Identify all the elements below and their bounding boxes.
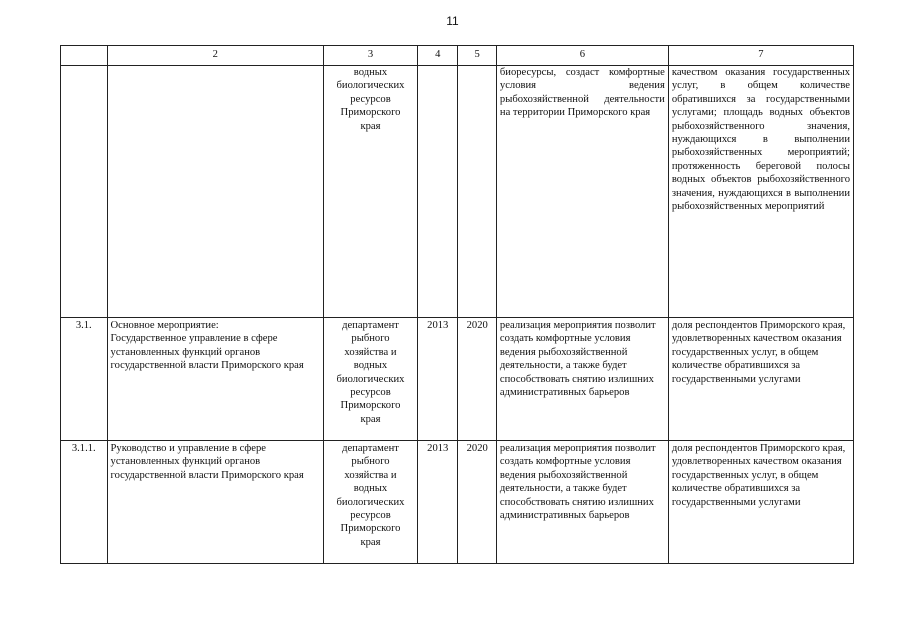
activity-name: Руководство и управление в сфере установленных функций органов государственной власти Приморского края xyxy=(107,441,323,564)
row-number: 3.1. xyxy=(61,318,108,441)
executor-cell: департамент рыбного хозяйства и водных биологических ресурсов Приморского края xyxy=(323,318,417,441)
start-year: 2013 xyxy=(418,318,458,441)
header-col-6: 6 xyxy=(496,46,668,66)
end-year xyxy=(458,66,496,318)
header-col-1 xyxy=(61,46,108,66)
start-year: 2013 xyxy=(418,441,458,564)
expected-result: реализация мероприятия позволит создать комфортные условия ведения рыбохозяйственной деятельности, а также будет способствовать снятию излишних административных барьеров xyxy=(496,318,668,441)
page-number: 11 xyxy=(446,14,459,28)
table-row xyxy=(61,318,854,441)
expected-result: биоресурсы, создаст комфортные условия ведения рыбохозяйственной деятельности на территории Приморского края xyxy=(496,66,668,318)
end-year: 2020 xyxy=(458,441,496,564)
header-col-3: 3 xyxy=(323,46,417,66)
header-col-7: 7 xyxy=(668,46,853,66)
row-number: 3.1.1. xyxy=(61,441,108,564)
activity-name xyxy=(107,66,323,318)
start-year xyxy=(418,66,458,318)
header-col-5: 5 xyxy=(458,46,496,66)
header-row xyxy=(61,46,854,66)
table-row xyxy=(61,66,854,318)
header-col-4: 4 xyxy=(418,46,458,66)
executor-cell: департамент рыбного хозяйства и водных биологических ресурсов Приморского края xyxy=(323,441,417,564)
row-number xyxy=(61,66,108,318)
header-col-2: 2 xyxy=(107,46,323,66)
expected-result: реализация мероприятия позволит создать комфортные условия ведения рыбохозяйственной деятельности, а также будет способствовать снятию излишних административных барьеров xyxy=(496,441,668,564)
program-table xyxy=(60,45,854,564)
indicators-cell: доля респондентов Приморского края, удовлетворенных качеством оказания государственных услуг, в общем количестве обратившихся за государственными услугами xyxy=(668,441,853,564)
indicators-cell: доля респондентов Приморского края, удовлетворенных качеством оказания государственных услуг, в общем количестве обратившихся за государственными услугами xyxy=(668,318,853,441)
table-row xyxy=(61,441,854,564)
executor-cell: водных биологических ресурсов Приморского края xyxy=(323,66,417,318)
activity-name: Основное мероприятие: Государственное управление в сфере установленных функций органов государственной власти Приморского края xyxy=(107,318,323,441)
indicators-cell: качеством оказания государственных услуг, в общем количестве обратившихся за государственными услугами; площадь водных объектов рыбохозяйственного значения, нуждающихся в выполнении рыбохозяйственных мероприятий; протяженность береговой полосы водных объектов рыбохозяйственного значения, нуждающихся в выполнении рыбохозяйственных мероприятий xyxy=(668,66,853,318)
end-year: 2020 xyxy=(458,318,496,441)
